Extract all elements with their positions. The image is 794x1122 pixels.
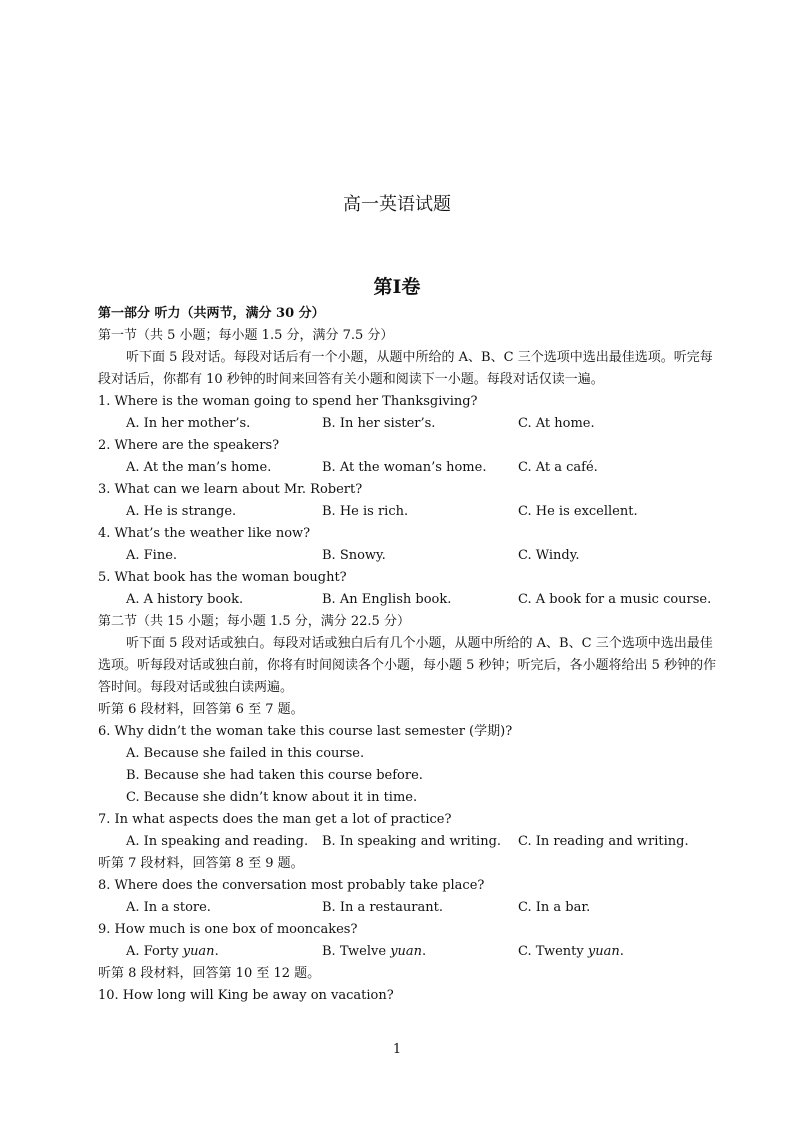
option-a: A. Because she failed in this course.: [126, 746, 365, 761]
section1-heading: 第一节（共 5 小题；每小题 1.5 分，满分 7.5 分）: [98, 328, 394, 343]
question-stem: 5. What book has the woman bought?: [98, 570, 347, 585]
question-stem: 2. Where are the speakers?: [98, 438, 280, 453]
options-row: [98, 457, 718, 479]
options-row: [98, 501, 718, 523]
option-b: B. An English book.: [322, 592, 452, 607]
option-period: .: [619, 944, 624, 959]
option-c: C. At a café.: [518, 460, 598, 475]
option-a-text: A. Forty: [126, 944, 183, 959]
option-a: A. In speaking and reading.: [126, 834, 309, 849]
material-6-note: 听第 6 段材料，回答第 6 至 7 题。: [98, 702, 304, 717]
option-c: C. Because she didn’t know about it in time.: [126, 790, 418, 805]
volume-title: 第Ⅰ卷: [373, 276, 421, 298]
section1-instruction: [98, 347, 718, 391]
option-b: B. In speaking and writing.: [322, 834, 502, 849]
question-stem: 7. In what aspects does the man get a lot of practice?: [98, 812, 452, 827]
options-row: [98, 831, 718, 853]
section2-heading: 第二节（共 15 小题；每小题 1.5 分，满分 22.5 分）: [98, 614, 410, 629]
option-b: B. He is rich.: [322, 504, 409, 519]
option-b: B. Snowy.: [322, 548, 386, 563]
option-c: C. At home.: [518, 416, 595, 431]
section2-instruction-text: 听下面 5 段对话或独白。每段对话或独白后有几个小题，从题中所给的 A、B、C 三个选项中选出最佳选项。听每段对话或独白前，你将有时间阅读各个小题，每小题 5 秒钟；听完后，各小题将给出 5 秒钟的作答时间。每段对话或独白读两遍。: [98, 636, 717, 695]
option-a: A. A history book.: [126, 592, 244, 607]
option-b: B. In her sister’s.: [322, 416, 436, 431]
currency-word: yuan: [390, 944, 423, 959]
option-a: A. In her mother’s.: [126, 416, 251, 431]
exam-content: [98, 303, 718, 1007]
option-period: .: [422, 944, 427, 959]
option-c: C. He is excellent.: [518, 504, 638, 519]
page-title: 高一英语试题: [343, 194, 451, 215]
question-stem: 1. Where is the woman going to spend her Thanksgiving?: [98, 394, 478, 409]
options-row: [98, 413, 718, 435]
option-c-text: C. Twenty: [518, 944, 588, 959]
question-stem: 10. How long will King be away on vacation?: [98, 988, 394, 1003]
option-a: [126, 941, 219, 963]
question-stem: 6. Why didn’t the woman take this course last semester (学期)?: [98, 724, 513, 739]
option-c: [518, 941, 624, 963]
options-row: [98, 941, 718, 963]
option-b: B. In a restaurant.: [322, 900, 443, 915]
question-stem: 4. What’s the weather like now?: [98, 526, 311, 541]
option-c: C. In reading and writing.: [518, 834, 689, 849]
option-a: A. Fine.: [126, 548, 178, 563]
option-c: C. In a bar.: [518, 900, 591, 915]
options-row: [98, 589, 718, 611]
option-c: C. Windy.: [518, 548, 580, 563]
option-b: [322, 941, 426, 963]
question-stem: 8. Where does the conversation most probably take place?: [98, 878, 485, 893]
material-8-note: 听第 8 段材料，回答第 10 至 12 题。: [98, 966, 321, 981]
option-a: A. At the man’s home.: [126, 460, 272, 475]
currency-word: yuan: [587, 944, 620, 959]
part1-heading: 第一部分 听力（共两节，满分 30 分）: [98, 306, 325, 321]
option-b: B. Because she had taken this course before.: [126, 768, 423, 783]
currency-word: yuan: [182, 944, 215, 959]
options-row: [98, 545, 718, 567]
option-a: A. In a store.: [126, 900, 211, 915]
options-row: [98, 897, 718, 919]
question-stem: 3. What can we learn about Mr. Robert?: [98, 482, 363, 497]
option-c: C. A book for a music course.: [518, 592, 712, 607]
section2-instruction: [98, 633, 718, 699]
option-b: B. At the woman’s home.: [322, 460, 487, 475]
option-a: A. He is strange.: [126, 504, 237, 519]
section1-instruction-text: 听下面 5 段对话。每段对话后有一个小题，从题中所给的 A、B、C 三个选项中选出最佳选项。听完每段对话后，你都有 10 秒钟的时间来回答有关小题和阅读下一小题。每段对话仅读一遍。: [98, 350, 713, 387]
question-stem: 9. How much is one box of mooncakes?: [98, 922, 358, 937]
option-b-text: B. Twelve: [322, 944, 391, 959]
material-7-note: 听第 7 段材料，回答第 8 至 9 题。: [98, 856, 304, 871]
page-number: 1: [392, 1042, 402, 1057]
option-period: .: [214, 944, 219, 959]
